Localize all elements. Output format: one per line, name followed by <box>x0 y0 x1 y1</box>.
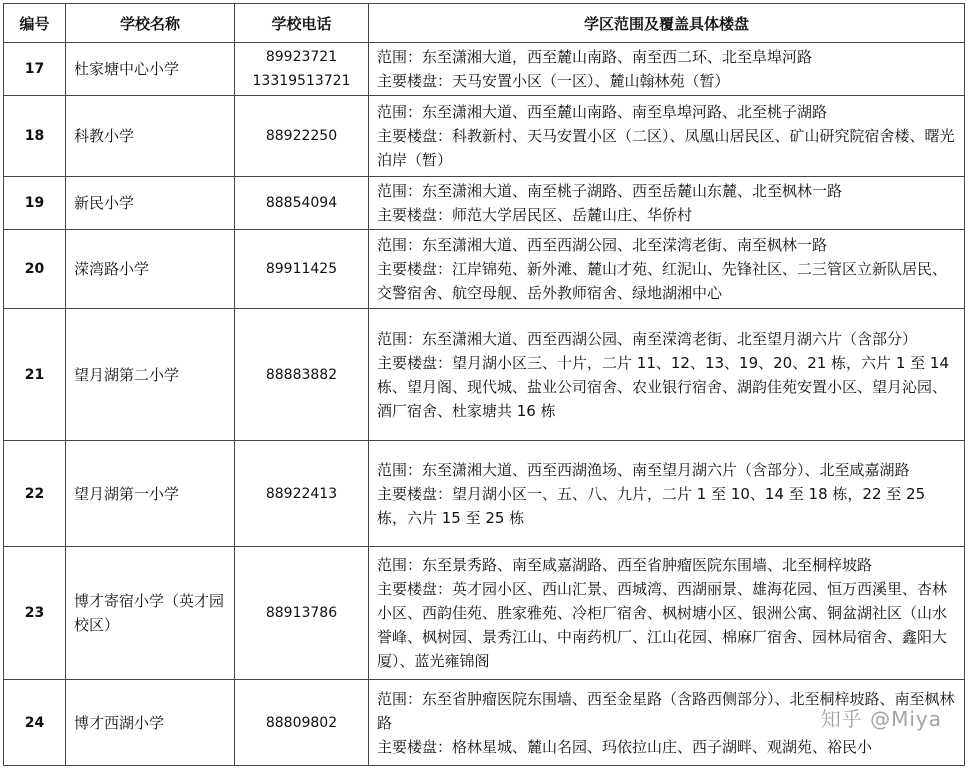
phone-secondary: 13319513721 <box>252 73 351 89</box>
header-number: 编号 <box>4 4 66 43</box>
school-phone: 88922413 <box>235 441 369 547</box>
district-range: 范围：东至省肿瘤医院东围墙、西至金星路（含路西侧部分）、北至桐梓坡路、南至枫林路 <box>377 689 955 732</box>
school-name: 溁湾路小学 <box>66 230 235 309</box>
district-buildings: 主要楼盘：英才园小区、西山汇景、西城湾、西湖丽景、雄海花园、恒万西溪里、杏林小区、西韵佳苑、胜家雅苑、冷柜厂宿舍、枫树塘小区、银洲公寓、铜盆湖社区（山水誉峰、枫树园、景秀江山、中南药机厂、江山花园、棉麻厂宿舍、园林局宿舍、鑫阳大厦）、蓝光雍锦阁 <box>377 580 948 670</box>
district-buildings: 主要楼盘：天马安置小区（一区）、麓山翰林苑（暂） <box>377 72 730 90</box>
district-cell <box>369 96 965 177</box>
district-range: 范围：东至潇湘大道、西至西湖渔场、南至望月湖六片（含部分）、北至咸嘉湖路 <box>377 460 910 479</box>
school-phone <box>235 43 369 96</box>
school-phone: 88809802 <box>235 680 369 766</box>
district-buildings: 主要楼盘：望月湖小区一、五、八、九片，二片 1 至 10、14 至 18 栋，22 至 25 栋，六片 15 至 25 栋 <box>377 484 926 527</box>
row-number: 24 <box>4 680 66 766</box>
district-range: 范围：东至潇湘大道、西至麓山南路、南至阜埠河路、北至桃子湖路 <box>377 103 828 121</box>
school-name: 博才西湖小学 <box>66 680 235 766</box>
district-buildings: 主要楼盘：江岸锦苑、新外滩、麓山才苑、红泥山、先锋社区、二三管区立新队居民、交警宿舍、航空母舰、岳外教师宿舍、绿地湖湘中心 <box>377 260 948 302</box>
school-name: 新民小学 <box>66 177 235 230</box>
school-district-table <box>3 3 965 766</box>
district-buildings: 主要楼盘：格林星城、麓山名园、玛依拉山庄、西子湖畔、观湖苑、裕民小 <box>377 737 873 756</box>
table-header-row <box>4 4 965 43</box>
school-phone: 88883882 <box>235 309 369 441</box>
district-cell <box>369 441 965 547</box>
district-range: 范围：东至潇湘大道，西至麓山南路、南至西二环、北至阜埠河路 <box>377 48 813 66</box>
table-row <box>4 177 965 230</box>
table-row <box>4 309 965 441</box>
school-name: 博才寄宿小学（英才园校区） <box>66 547 235 680</box>
school-name: 科教小学 <box>66 96 235 177</box>
header-district-scope: 学区范围及覆盖具体楼盘 <box>369 4 965 43</box>
table-row <box>4 96 965 177</box>
school-name: 望月湖第一小学 <box>66 441 235 547</box>
district-range: 范围：东至潇湘大道、西至西湖公园、北至溁湾老街、南至枫林一路 <box>377 236 828 254</box>
district-range: 范围：东至潇湘大道、西至西湖公园、南至溁湾老街、北至望月湖六片（含部分） <box>377 329 918 348</box>
school-phone: 88854094 <box>235 177 369 230</box>
row-number: 20 <box>4 230 66 309</box>
header-school-name: 学校名称 <box>66 4 235 43</box>
table-row <box>4 230 965 309</box>
district-range: 范围：东至潇湘大道、南至桃子湖路、西至岳麓山东麓、北至枫林一路 <box>377 182 843 200</box>
district-cell <box>369 309 965 441</box>
table-row <box>4 547 965 680</box>
row-number: 23 <box>4 547 66 680</box>
zhihu-watermark: 知乎 @Miya <box>820 707 942 731</box>
district-buildings: 主要楼盘：科教新村、天马安置小区（二区）、凤凰山居民区、矿山研究院宿舍楼、曙光泊岸（暂） <box>377 127 955 169</box>
phone-primary: 89923721 <box>265 49 338 65</box>
row-number: 17 <box>4 43 66 96</box>
district-cell <box>369 547 965 680</box>
district-range: 范围：东至景秀路、南至咸嘉湖路、西至省肿瘤医院东围墙、北至桐梓坡路 <box>377 556 873 574</box>
header-school-phone: 学校电话 <box>235 4 369 43</box>
row-number: 18 <box>4 96 66 177</box>
table-row <box>4 43 965 96</box>
row-number: 21 <box>4 309 66 441</box>
district-cell <box>369 177 965 230</box>
district-cell <box>369 43 965 96</box>
table-row <box>4 441 965 547</box>
district-buildings: 主要楼盘：望月湖小区三、十片，二片 11、12、13、19、20、21 栋，六片 1 至 14栋、望月阁、现代城、盐业公司宿舍、农业银行宿舍、湖韵佳苑安置小区、望月沁园、酒厂宿舍、杜家塘共 16 栋 <box>377 353 949 420</box>
school-phone: 89911425 <box>235 230 369 309</box>
district-cell <box>369 230 965 309</box>
school-name: 杜家塘中心小学 <box>66 43 235 96</box>
school-phone: 88913786 <box>235 547 369 680</box>
row-number: 19 <box>4 177 66 230</box>
school-phone: 88922250 <box>235 96 369 177</box>
row-number: 22 <box>4 441 66 547</box>
district-buildings: 主要楼盘：师范大学居民区、岳麓山庄、华侨村 <box>377 206 693 224</box>
school-name: 望月湖第二小学 <box>66 309 235 441</box>
